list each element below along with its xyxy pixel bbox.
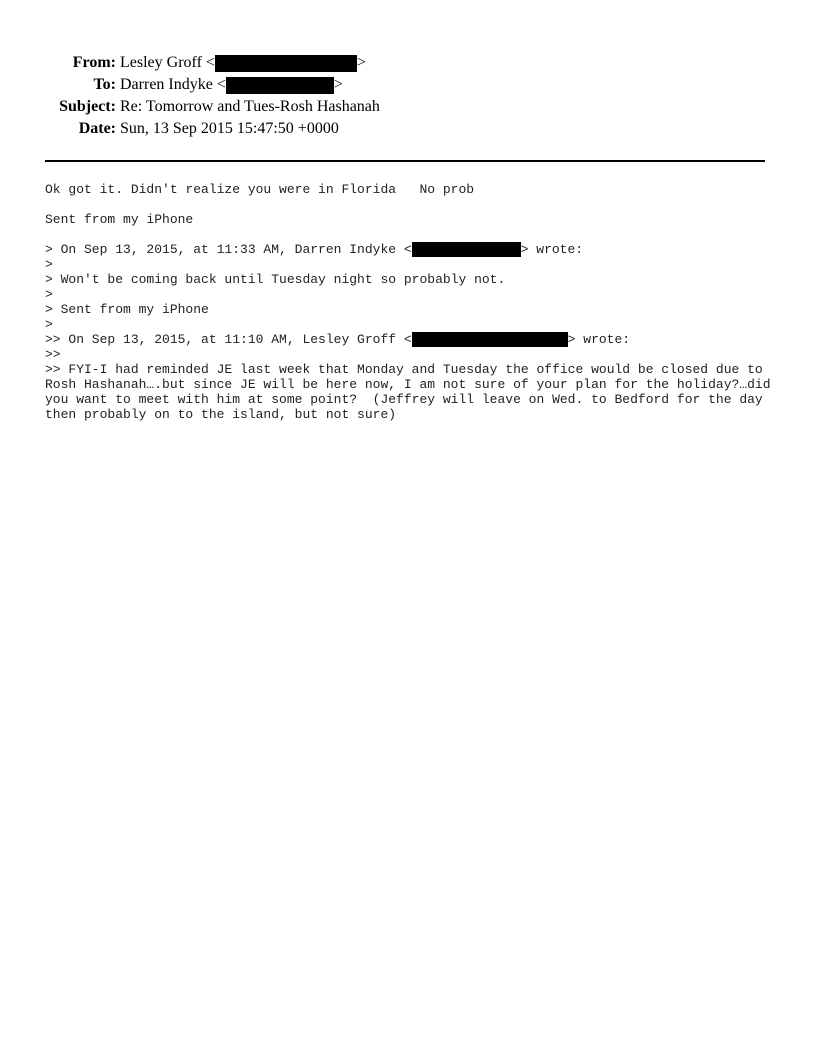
email-header [0, 52, 816, 140]
subject-row [0, 96, 816, 118]
to-name: Darren Indyke < [120, 76, 226, 93]
to-close: > [333, 76, 343, 93]
redacted-email-from [215, 55, 357, 72]
signature-line: Sent from my iPhone [45, 212, 194, 227]
redacted-email-quote1 [412, 242, 521, 257]
date-value: Sun, 13 Sep 2015 15:47:50 +0000 [120, 120, 339, 137]
from-name: Lesley Groff < [120, 54, 215, 71]
quote-header-text: > On Sep 13, 2015, at 11:33 AM, Darren Indyke < [45, 242, 412, 257]
quote-header-suffix: > wrote: [567, 332, 631, 347]
to-row [0, 74, 816, 96]
redacted-email-quote2 [412, 332, 568, 347]
date-row [0, 118, 816, 140]
to-value [120, 74, 343, 96]
header-divider [45, 160, 765, 162]
quote-line: > [45, 317, 53, 332]
quote-line: you want to meet with him at some point? (Jeffrey will leave on Wed. to Bedford for the day [45, 392, 763, 407]
email-body [45, 182, 775, 422]
quote-line: then probably on to the island, but not sure) [45, 407, 397, 422]
quote-line: Rosh Hashanah….but since JE will be here now, I am not sure of your plan for the holiday?…did [45, 377, 771, 392]
quote-line: > [45, 287, 53, 302]
date-label: Date: [78, 120, 116, 137]
body-line: Ok got it. Didn't realize you were in Florida No prob [45, 182, 475, 197]
subject-value: Re: Tomorrow and Tues-Rosh Hashanah [120, 98, 380, 115]
quote-line: > [45, 257, 53, 272]
quote-header-suffix: > wrote: [520, 242, 584, 257]
redacted-email-to [226, 77, 334, 94]
quote-header-line [45, 242, 775, 257]
quote-line: >> [45, 347, 61, 362]
from-close: > [356, 54, 366, 71]
quote-header-line [45, 332, 775, 347]
from-label: From: [72, 54, 116, 71]
quote-line: > Won't be coming back until Tuesday night so probably not. [45, 272, 506, 287]
quote-line: >> FYI-I had reminded JE last week that Monday and Tuesday the office would be closed due to [45, 362, 763, 377]
from-value [120, 52, 366, 74]
quote-line: > Sent from my iPhone [45, 302, 209, 317]
subject-label: Subject: [59, 98, 116, 115]
from-row [0, 52, 816, 74]
quote-header-text: >> On Sep 13, 2015, at 11:10 AM, Lesley Groff < [45, 332, 412, 347]
to-label: To: [93, 76, 116, 93]
